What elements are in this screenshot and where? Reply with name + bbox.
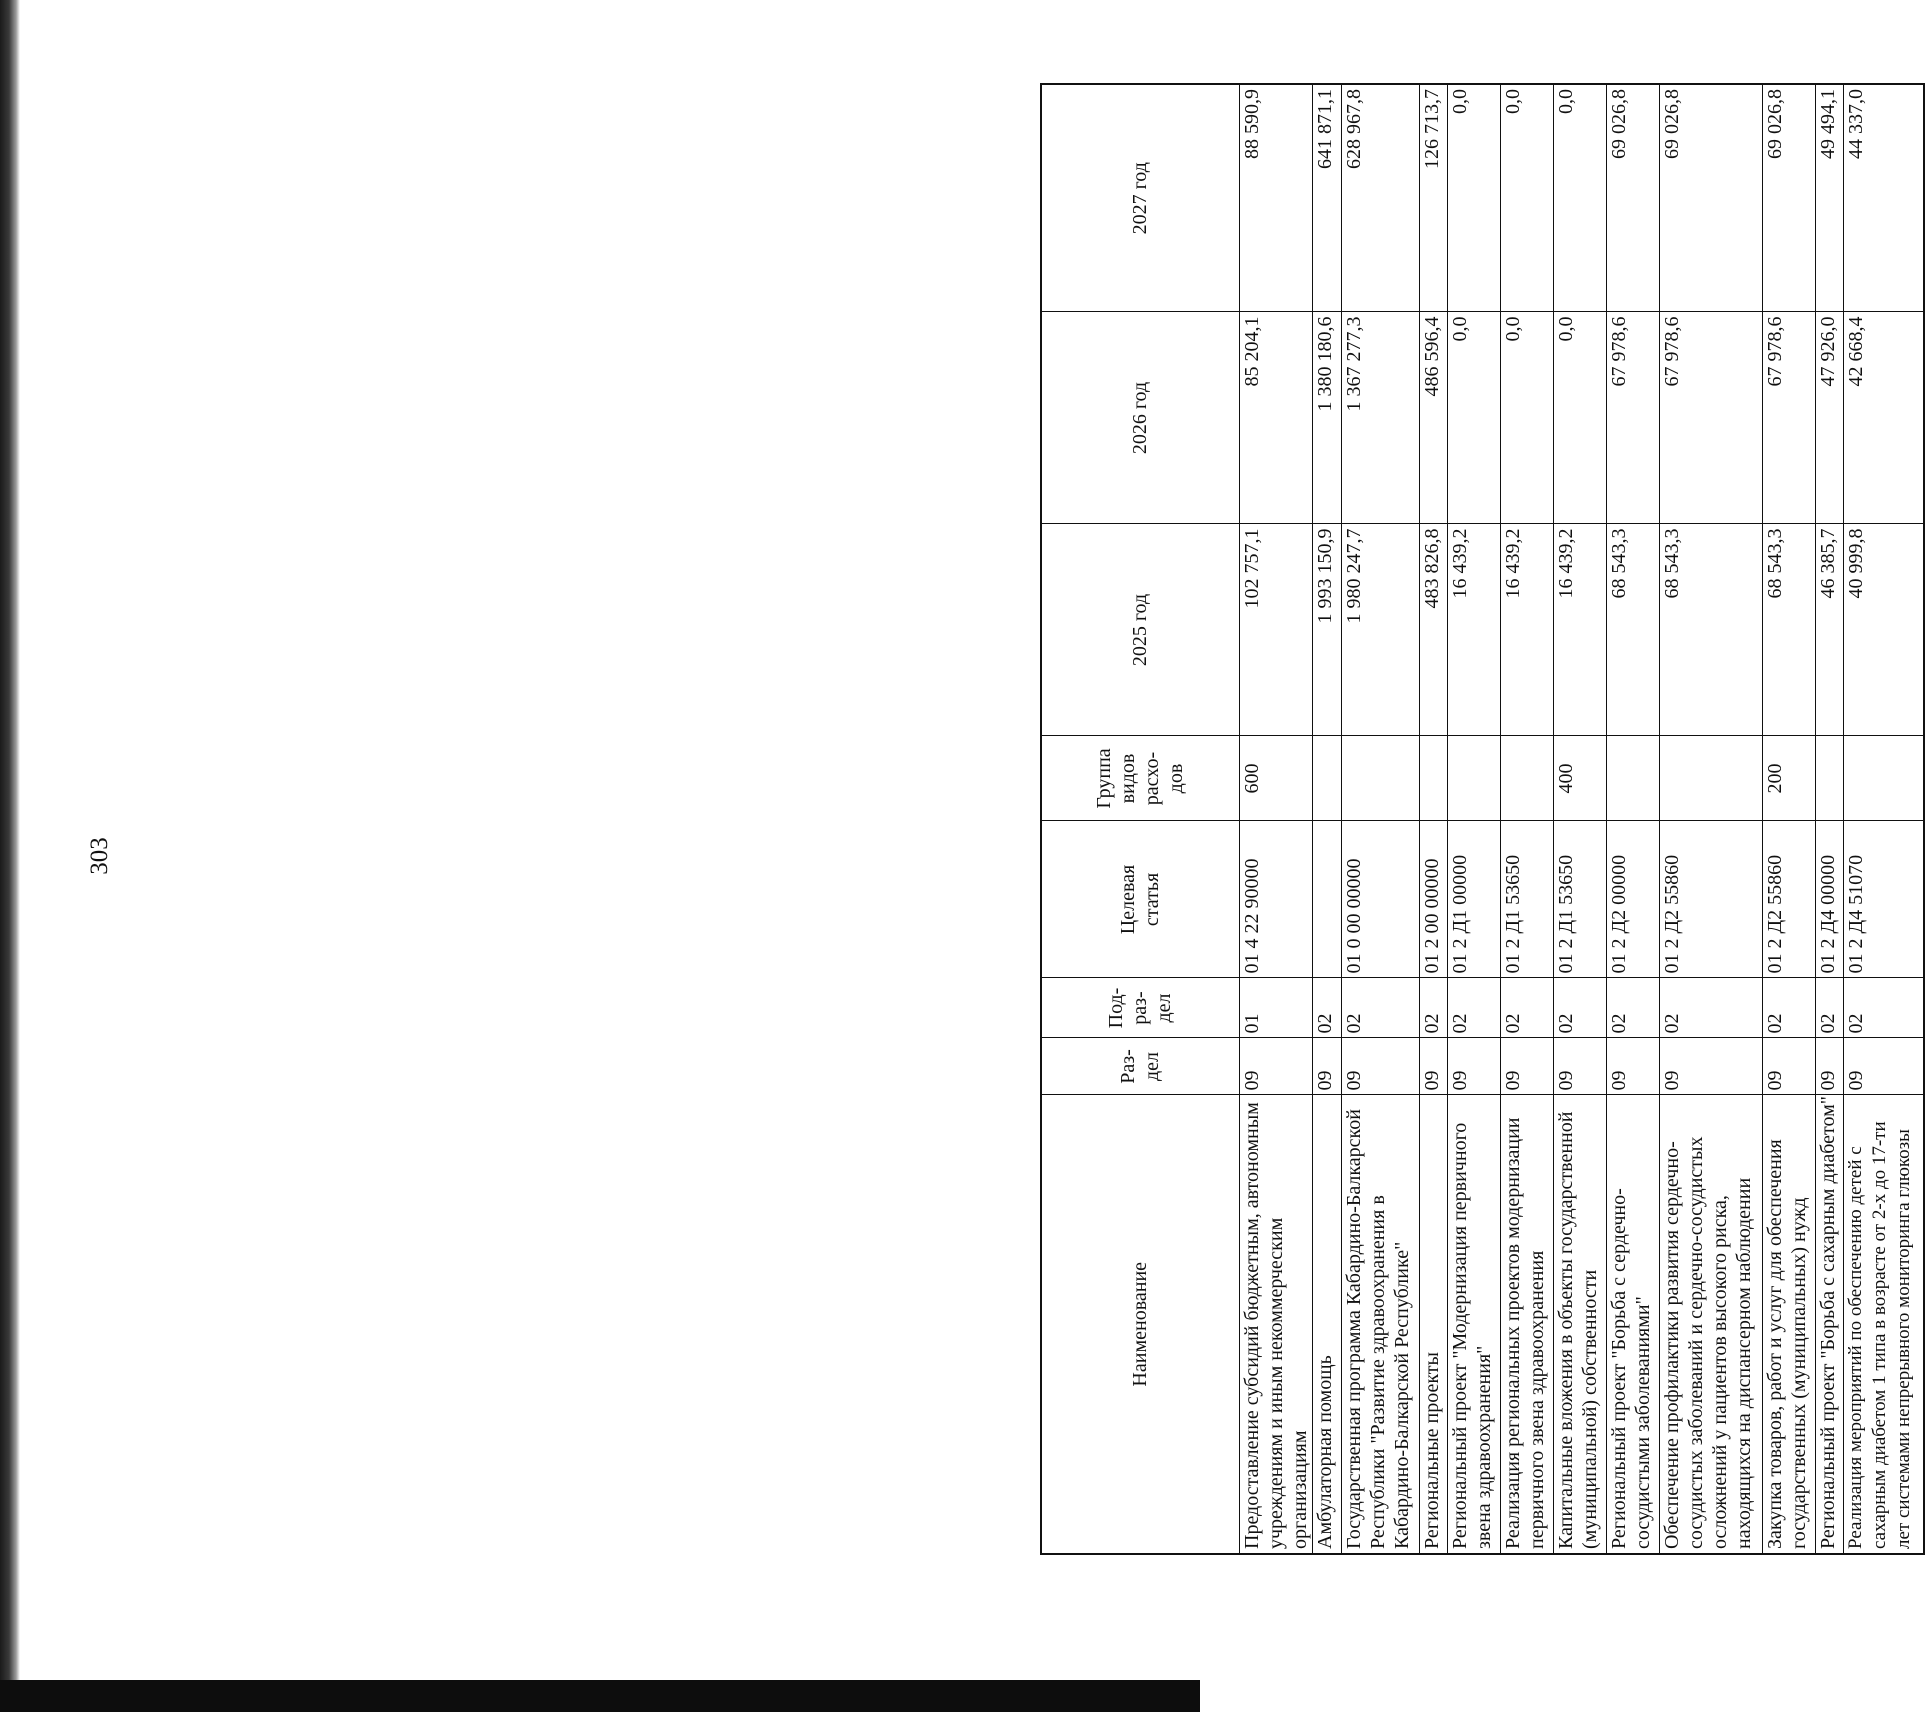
cell-razdel: 09: [1762, 1038, 1815, 1095]
cell-2026: 1 367 277,3: [1341, 312, 1419, 524]
cell-2027: 88 590,9: [1239, 84, 1312, 312]
cell-2027: 69 026,8: [1659, 84, 1762, 312]
cell-razdel: 09: [1239, 1038, 1312, 1095]
scan-bottom-border: [0, 1680, 1200, 1712]
cell-2026: 85 204,1: [1239, 312, 1312, 524]
page-number: 303: [86, 837, 113, 875]
cell-name: Реализация региональных проектов модернизации первичного звена здравоохранения: [1500, 1095, 1553, 1554]
cell-2027: 69 026,8: [1762, 84, 1815, 312]
cell-gruppa: 600: [1239, 736, 1312, 821]
cell-razdel: 09: [1815, 1038, 1843, 1095]
cell-2025: 68 543,3: [1606, 524, 1659, 736]
cell-name: Капитальные вложения в объекты государственной (муниципальной) собственности: [1553, 1095, 1606, 1554]
cell-2025: 1 980 247,7: [1341, 524, 1419, 736]
cell-razdel: 09: [1419, 1038, 1447, 1095]
cell-celevaya-statya: 01 4 22 90000: [1239, 821, 1312, 978]
cell-2027: 69 026,8: [1606, 84, 1659, 312]
cell-2026: 1 380 180,6: [1312, 312, 1341, 524]
cell-celevaya-statya: 01 2 Д2 55860: [1762, 821, 1815, 978]
cell-celevaya-statya: 01 0 00 00000: [1341, 821, 1419, 978]
cell-2026: 0,0: [1500, 312, 1553, 524]
cell-name: Предоставление субсидий бюджетным, автономным учреждениям и иным некоммерческим организациям: [1239, 1095, 1312, 1554]
table-row: [1312, 84, 1341, 1554]
table-row: [1762, 84, 1815, 1554]
cell-celevaya-statya: 01 2 Д2 00000: [1606, 821, 1659, 978]
table-row: [1239, 84, 1312, 1554]
cell-gruppa: [1500, 736, 1553, 821]
cell-2025: 16 439,2: [1553, 524, 1606, 736]
header-podrazdel: Под- раз- дел: [1041, 978, 1239, 1038]
cell-celevaya-statya: [1312, 821, 1341, 978]
cell-gruppa: [1815, 736, 1843, 821]
table-header-row: [1041, 84, 1239, 1554]
header-razdel: Раз- дел: [1041, 1038, 1239, 1095]
cell-celevaya-statya: 01 2 Д2 55860: [1659, 821, 1762, 978]
cell-razdel: 09: [1341, 1038, 1419, 1095]
cell-name: Региональные проекты: [1419, 1095, 1447, 1554]
cell-name: Региональный проект "Борьба с сердечно-сосудистыми заболеваниями": [1606, 1095, 1659, 1554]
table-row: [1815, 84, 1843, 1554]
table-row: [1500, 84, 1553, 1554]
cell-celevaya-statya: 01 2 Д1 00000: [1447, 821, 1500, 978]
table-row: [1447, 84, 1500, 1554]
cell-celevaya-statya: 01 2 00 00000: [1419, 821, 1447, 978]
cell-2026: 47 926,0: [1815, 312, 1843, 524]
cell-podrazdel: 02: [1341, 978, 1419, 1038]
cell-2026: 67 978,6: [1606, 312, 1659, 524]
table-row: [1659, 84, 1762, 1554]
cell-razdel: 09: [1606, 1038, 1659, 1095]
cell-2025: 68 543,3: [1659, 524, 1762, 736]
cell-gruppa: [1341, 736, 1419, 821]
cell-razdel: 09: [1659, 1038, 1762, 1095]
cell-podrazdel: 02: [1500, 978, 1553, 1038]
cell-celevaya-statya: 01 2 Д4 51070: [1843, 821, 1924, 978]
cell-name: Региональный проект "Модернизация первичного звена здравоохранения": [1447, 1095, 1500, 1554]
cell-podrazdel: 02: [1419, 978, 1447, 1038]
cell-celevaya-statya: 01 2 Д4 00000: [1815, 821, 1843, 978]
header-celevaya-statya: Целевая статья: [1041, 821, 1239, 978]
cell-2027: 44 337,0: [1843, 84, 1924, 312]
cell-2027: 126 713,7: [1419, 84, 1447, 312]
cell-2025: 16 439,2: [1447, 524, 1500, 736]
cell-podrazdel: 02: [1843, 978, 1924, 1038]
cell-2027: 49 494,1: [1815, 84, 1843, 312]
table-row: [1341, 84, 1419, 1554]
table-row: [1606, 84, 1659, 1554]
cell-2025: 68 543,3: [1762, 524, 1815, 736]
cell-razdel: 09: [1843, 1038, 1924, 1095]
cell-gruppa: [1312, 736, 1341, 821]
cell-2026: 42 668,4: [1843, 312, 1924, 524]
cell-2026: 486 596,4: [1419, 312, 1447, 524]
header-2027: 2027 год: [1041, 84, 1239, 312]
cell-razdel: 09: [1312, 1038, 1341, 1095]
cell-gruppa: [1606, 736, 1659, 821]
cell-gruppa: [1419, 736, 1447, 821]
table-row: [1843, 84, 1924, 1554]
header-2026: 2026 год: [1041, 312, 1239, 524]
cell-gruppa: [1447, 736, 1500, 821]
cell-2027: 641 871,1: [1312, 84, 1341, 312]
header-name: Наименование: [1041, 1095, 1239, 1554]
cell-name: Реализация мероприятий по обеспечению детей с сахарным диабетом 1 типа в возрасте от 2-х до 17-ти лет системами непрерывного мониторинга глюкозы: [1843, 1095, 1924, 1554]
cell-2026: 0,0: [1553, 312, 1606, 524]
cell-celevaya-statya: 01 2 Д1 53650: [1500, 821, 1553, 978]
cell-name: Государственная программа Кабардино-Балкарской Республики "Развитие здравоохранения в Кабардино-Балкарской Республике": [1341, 1095, 1419, 1554]
cell-2025: 40 999,8: [1843, 524, 1924, 736]
cell-2025: 102 757,1: [1239, 524, 1312, 736]
cell-razdel: 09: [1500, 1038, 1553, 1095]
cell-gruppa: 400: [1553, 736, 1606, 821]
cell-podrazdel: 02: [1606, 978, 1659, 1038]
cell-name: Закупка товаров, работ и услуг для обеспечения государственных (муниципальных) нужд: [1762, 1095, 1815, 1554]
cell-2026: 0,0: [1447, 312, 1500, 524]
cell-podrazdel: 02: [1762, 978, 1815, 1038]
header-gruppa-vidov-rashodov: Группа видов расхо- дов: [1041, 736, 1239, 821]
cell-razdel: 09: [1553, 1038, 1606, 1095]
cell-podrazdel: 01: [1239, 978, 1312, 1038]
cell-name: Региональный проект "Борьба с сахарным диабетом": [1815, 1095, 1843, 1554]
cell-name: Обеспечение профилактики развития сердечно-сосудистых заболеваний и сердечно-сосудистых осложнений у пациентов высокого риска, находящихся на диспансерном наблюдении: [1659, 1095, 1762, 1554]
cell-gruppa: 200: [1762, 736, 1815, 821]
cell-2025: 46 385,7: [1815, 524, 1843, 736]
cell-2026: 67 978,6: [1659, 312, 1762, 524]
cell-podrazdel: 02: [1447, 978, 1500, 1038]
cell-2026: 67 978,6: [1762, 312, 1815, 524]
table-row: [1553, 84, 1606, 1554]
cell-2027: 628 967,8: [1341, 84, 1419, 312]
cell-2027: 0,0: [1553, 84, 1606, 312]
cell-gruppa: [1843, 736, 1924, 821]
cell-2025: 16 439,2: [1500, 524, 1553, 736]
cell-podrazdel: 02: [1659, 978, 1762, 1038]
cell-podrazdel: 02: [1553, 978, 1606, 1038]
cell-2025: 1 993 150,9: [1312, 524, 1341, 736]
cell-podrazdel: 02: [1815, 978, 1843, 1038]
scan-left-edge-shadow: [0, 0, 20, 1712]
cell-podrazdel: 02: [1312, 978, 1341, 1038]
cell-2025: 483 826,8: [1419, 524, 1447, 736]
cell-2027: 0,0: [1447, 84, 1500, 312]
cell-name: Амбулаторная помощь: [1312, 1095, 1341, 1554]
cell-razdel: 09: [1447, 1038, 1500, 1095]
table-row: [1419, 84, 1447, 1554]
cell-2027: 0,0: [1500, 84, 1553, 312]
budget-table: [1040, 83, 1925, 1555]
cell-celevaya-statya: 01 2 Д1 53650: [1553, 821, 1606, 978]
budget-table-rotated: [1040, 85, 1914, 1555]
cell-gruppa: [1659, 736, 1762, 821]
header-2025: 2025 год: [1041, 524, 1239, 736]
